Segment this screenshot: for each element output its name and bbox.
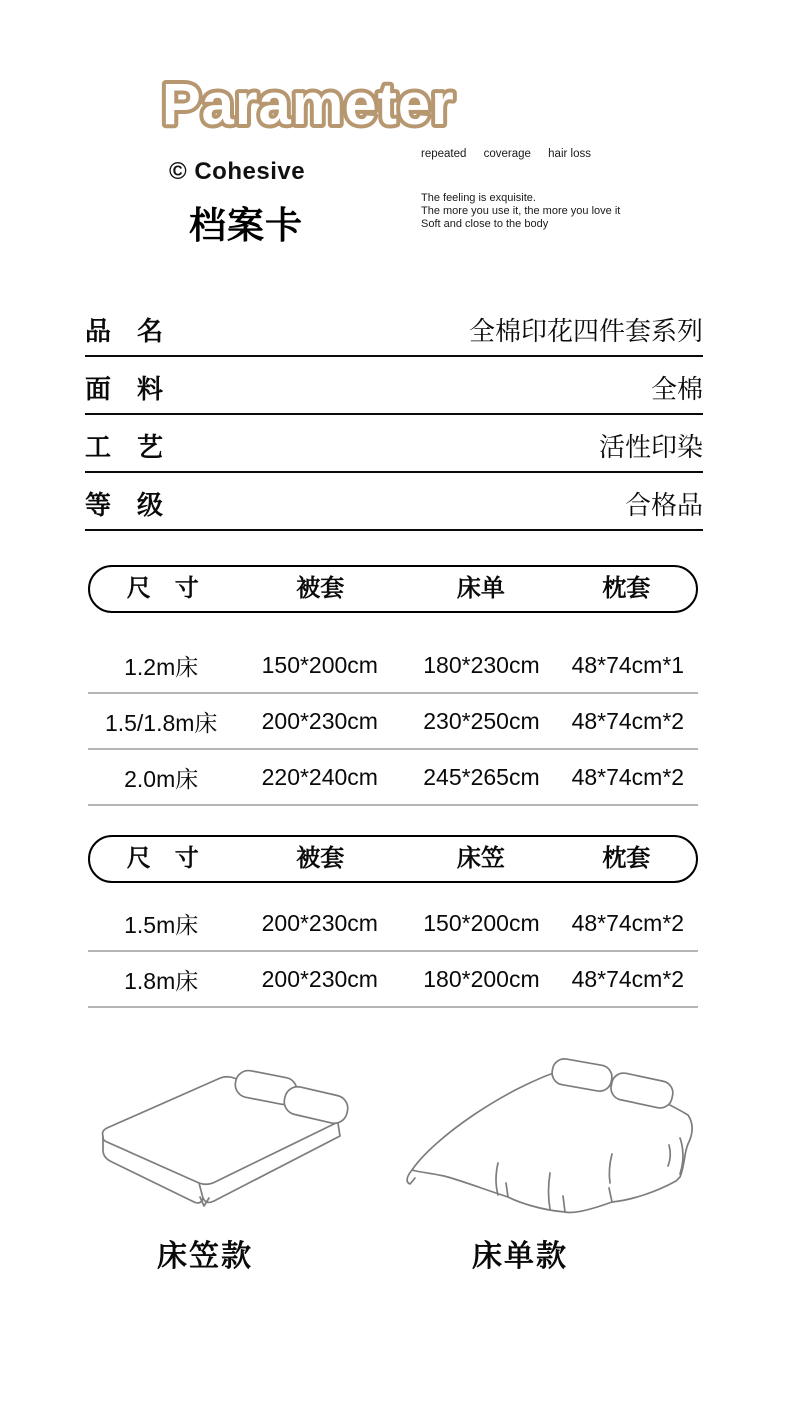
- page-title: Parameter: [162, 72, 455, 137]
- cell-flat-sheet: 230*250cm: [423, 707, 540, 734]
- column-header: 被套: [296, 845, 345, 872]
- cell-pillowcase: 48*74cm*1: [571, 651, 685, 678]
- spec-label: 工 艺: [85, 432, 164, 462]
- column-header: 枕套: [602, 575, 651, 602]
- cell-flat-sheet: 245*265cm: [423, 763, 540, 790]
- spec-value: 全棉印花四件套系列: [468, 316, 703, 346]
- column-header: 被套: [296, 575, 345, 602]
- cell-bed-size: 1.5/1.8m床: [104, 709, 218, 736]
- cell-duvet-cover: 200*230cm: [261, 707, 378, 734]
- size-table-fitted-rows: [88, 896, 698, 1008]
- cell-pillowcase: 48*74cm*2: [571, 763, 685, 790]
- cell-bed-size: 2.0m床: [124, 765, 199, 792]
- tagline-line: The more you use it, the more you love it: [421, 205, 621, 217]
- spec-row-fabric: [85, 357, 703, 415]
- spec-value: 活性印染: [598, 432, 703, 462]
- spec-row-product-name: [85, 299, 703, 357]
- cell-duvet-cover: 220*240cm: [261, 763, 378, 790]
- column-header: 尺 寸: [126, 845, 199, 872]
- column-header: 枕套: [602, 845, 651, 872]
- column-header: 床笠: [456, 845, 505, 872]
- cell-flat-sheet: 180*230cm: [423, 651, 540, 678]
- tagline: [421, 192, 620, 231]
- feature-keyword: repeated: [421, 148, 467, 160]
- cell-fitted-sheet: 150*200cm: [423, 909, 540, 936]
- spec-value: 合格品: [624, 490, 703, 520]
- table-row: [88, 750, 698, 806]
- cell-pillowcase: 48*74cm*2: [571, 965, 685, 992]
- size-table-sheet-rows: [88, 638, 698, 806]
- tagline-line: The feeling is exquisite.: [421, 192, 536, 204]
- table-row: [88, 952, 698, 1008]
- tagline-line: Soft and close to the body: [421, 218, 549, 230]
- spec-label: 面 料: [85, 374, 164, 404]
- cell-duvet-cover: 200*230cm: [261, 909, 378, 936]
- cell-bed-size: 1.2m床: [124, 653, 199, 680]
- feature-keywords: [421, 148, 591, 160]
- cell-duvet-cover: 200*230cm: [261, 965, 378, 992]
- flat-sheet-bed-illustration: [398, 1048, 703, 1226]
- cell-bed-size: 1.5m床: [124, 911, 199, 938]
- table-row: [88, 694, 698, 750]
- spec-row-grade: [85, 473, 703, 531]
- spec-row-craft: [85, 415, 703, 473]
- cell-bed-size: 1.8m床: [124, 967, 199, 994]
- column-header: 床单: [456, 575, 505, 602]
- spec-label: 品 名: [85, 316, 164, 346]
- spec-value: 全棉: [650, 374, 703, 404]
- brand-name: © Cohesive: [169, 158, 306, 185]
- bubble-title: [156, 60, 506, 148]
- cell-duvet-cover: 150*200cm: [261, 651, 378, 678]
- size-table-fitted-header: [88, 835, 698, 883]
- column-header: 尺 寸: [126, 575, 199, 602]
- cell-fitted-sheet: 180*200cm: [423, 965, 540, 992]
- product-spec-list: [85, 299, 703, 531]
- table-row: [88, 638, 698, 694]
- cell-pillowcase: 48*74cm*2: [571, 909, 685, 936]
- cell-pillowcase: 48*74cm*2: [571, 707, 685, 734]
- spec-label: 等 级: [85, 490, 164, 520]
- fitted-sheet-bed-illustration: [88, 1056, 368, 1226]
- feature-keyword: coverage: [483, 148, 531, 160]
- bed-variant-label-sheet: 床单款: [472, 1240, 568, 1273]
- feature-keyword: hair loss: [548, 148, 591, 160]
- bed-variant-label-fitted: 床笠款: [157, 1240, 253, 1273]
- page-subtitle: 档案卡: [189, 205, 303, 246]
- table-row: [88, 896, 698, 952]
- size-table-sheet-header: [88, 565, 698, 613]
